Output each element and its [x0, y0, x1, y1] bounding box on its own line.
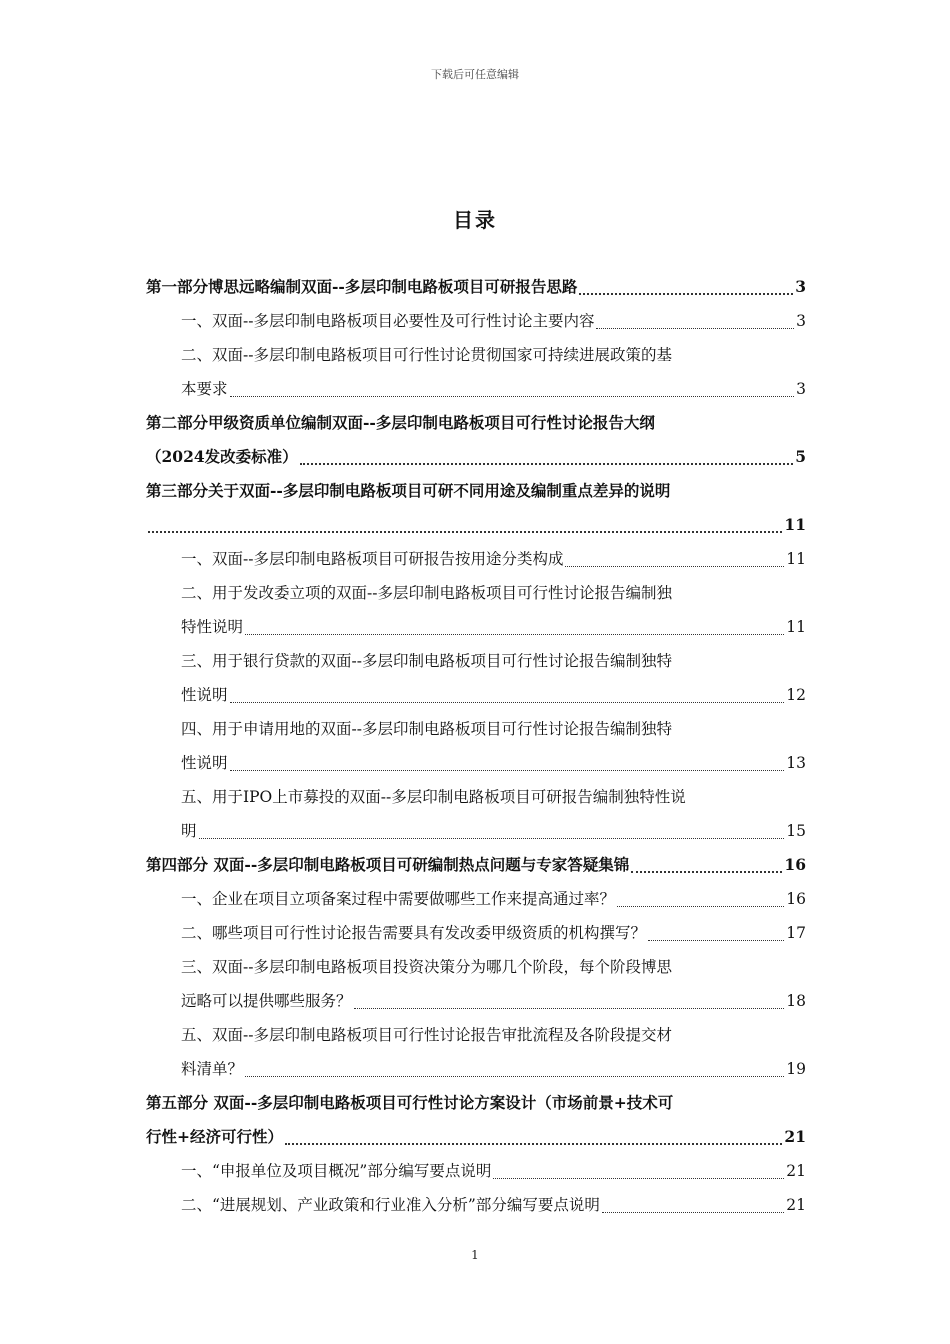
toc-entry-leader-line — [146, 508, 806, 542]
toc-entry[interactable] — [146, 542, 806, 576]
toc-entry-title: 远略可以提供哪些服务？ — [181, 992, 352, 1010]
dot-leader — [245, 634, 784, 635]
toc-entry[interactable] — [146, 712, 806, 780]
toc-entry[interactable] — [146, 406, 806, 474]
toc-entry-leader-line — [181, 678, 806, 712]
toc-entry-title: 特性说明 — [181, 618, 244, 636]
table-of-contents — [146, 270, 806, 1222]
toc-entry-page: 11 — [786, 618, 806, 636]
toc-entry-title: 二、哪些项目可行性讨论报告需要具有发改委甲级资质的机构撰写？ — [181, 924, 647, 942]
toc-entry-title: 行性+经济可行性） — [146, 1127, 283, 1146]
toc-entry-leader-line — [181, 1052, 806, 1086]
toc-entry-page: 19 — [786, 1060, 806, 1078]
toc-entry[interactable] — [146, 780, 806, 848]
toc-entry-page: 3 — [796, 312, 806, 330]
toc-entry-leader-line — [181, 814, 806, 848]
toc-entry-title: 一、企业在项目立项备案过程中需要做哪些工作来提高通过率？ — [181, 890, 616, 908]
toc-entry-title: 一、双面--多层印制电路板项目可研报告按用途分类构成 — [181, 550, 564, 568]
toc-entry-leader-line — [181, 882, 806, 916]
dot-leader — [245, 1076, 784, 1077]
toc-entry[interactable] — [146, 916, 806, 950]
toc-entry-text-line: 四、用于申请用地的双面--多层印制电路板项目可行性讨论报告编制独特 — [181, 720, 672, 738]
toc-entry[interactable] — [146, 338, 806, 406]
toc-entry-page: 5 — [795, 447, 806, 466]
toc-entry[interactable] — [146, 474, 806, 542]
toc-entry-page: 21 — [786, 1196, 806, 1214]
toc-entry-page: 12 — [786, 686, 806, 704]
toc-entry-title: 第一部分博思远略编制双面--多层印制电路板项目可研报告思路 — [146, 277, 578, 296]
dot-leader — [631, 871, 782, 873]
toc-entry-page: 11 — [784, 515, 806, 534]
toc-entry-text-line: 三、用于银行贷款的双面--多层印制电路板项目可行性讨论报告编制独特 — [181, 652, 672, 670]
toc-entry-title: 一、“申报单位及项目概况”部分编写要点说明 — [181, 1162, 492, 1180]
header-note: 下载后可任意编辑 — [431, 68, 519, 81]
toc-entry[interactable] — [146, 304, 806, 338]
toc-entry-leader-line — [181, 916, 806, 950]
toc-title: 目录 — [453, 208, 497, 232]
toc-entry-page: 3 — [795, 277, 806, 296]
toc-entry-leader-line — [146, 1120, 806, 1154]
dot-leader — [230, 396, 795, 397]
toc-entry-leader-line — [181, 1188, 806, 1222]
toc-entry-title: 明 — [181, 822, 197, 840]
toc-entry-page: 3 — [796, 380, 806, 398]
toc-entry-page: 21 — [786, 1162, 806, 1180]
toc-entry-leader-line — [181, 1154, 806, 1188]
dot-leader — [199, 838, 785, 839]
toc-entry-leader-line — [181, 746, 806, 780]
toc-entry-page: 18 — [786, 992, 806, 1010]
toc-entry-text-line: 三、双面--多层印制电路板项目投资决策分为哪几个阶段，每个阶段博思 — [181, 958, 672, 976]
toc-entry-leader-line — [181, 542, 806, 576]
dot-leader — [579, 293, 793, 295]
toc-entry-text-line: 五、用于IPO上市募投的双面--多层印制电路板项目可研报告编制独特性说 — [181, 788, 686, 806]
toc-entry[interactable] — [146, 576, 806, 644]
dot-leader — [230, 770, 785, 771]
toc-entry-title: 性说明 — [181, 686, 228, 704]
toc-entry-title: （2024发改委标准） — [146, 447, 298, 466]
toc-entry[interactable] — [146, 950, 806, 1018]
toc-entry-leader-line — [146, 440, 806, 474]
toc-entry-page: 11 — [786, 550, 806, 568]
dot-leader — [617, 906, 784, 907]
dot-leader — [493, 1178, 784, 1179]
toc-entry-text-line: 二、双面--多层印制电路板项目可行性讨论贯彻国家可持续进展政策的基 — [181, 346, 672, 364]
toc-entry-page: 15 — [786, 822, 806, 840]
toc-entry-page: 16 — [784, 855, 806, 874]
dot-leader — [230, 702, 785, 703]
toc-entry[interactable] — [146, 1188, 806, 1222]
toc-entry-title: 料清单？ — [181, 1060, 244, 1078]
dot-leader — [354, 1008, 785, 1009]
toc-entry-page: 16 — [786, 890, 806, 908]
page-number: 1 — [471, 1248, 479, 1262]
toc-entry[interactable] — [146, 1018, 806, 1086]
toc-entry-title: 一、双面--多层印制电路板项目必要性及可行性讨论主要内容 — [181, 312, 595, 330]
toc-entry-title: 二、“进展规划、产业政策和行业准入分析”部分编写要点说明 — [181, 1196, 600, 1214]
toc-entry-title: 性说明 — [181, 754, 228, 772]
toc-entry-text-line: 第三部分关于双面--多层印制电路板项目可研不同用途及编制重点差异的说明 — [146, 481, 671, 500]
dot-leader — [300, 463, 794, 465]
toc-entry-leader-line — [181, 304, 806, 338]
toc-entry-text-line: 二、用于发改委立项的双面--多层印制电路板项目可行性讨论报告编制独 — [181, 584, 672, 602]
toc-entry-page: 21 — [784, 1127, 806, 1146]
toc-entry[interactable] — [146, 848, 806, 882]
dot-leader — [602, 1212, 784, 1213]
dot-leader — [648, 940, 784, 941]
toc-entry-leader-line — [181, 984, 806, 1018]
toc-entry-page: 17 — [786, 924, 806, 942]
toc-entry[interactable] — [146, 644, 806, 712]
toc-entry-text-line: 第二部分甲级资质单位编制双面--多层印制电路板项目可行性讨论报告大纲 — [146, 413, 655, 432]
toc-entry-text-line: 五、双面--多层印制电路板项目可行性讨论报告审批流程及各阶段提交材 — [181, 1026, 672, 1044]
dot-leader — [285, 1143, 782, 1145]
toc-entry-leader-line — [181, 610, 806, 644]
toc-entry[interactable] — [146, 882, 806, 916]
toc-entry[interactable] — [146, 1154, 806, 1188]
dot-leader — [148, 531, 782, 533]
toc-entry-page: 13 — [786, 754, 806, 772]
toc-entry-text-line: 第五部分 双面--多层印制电路板项目可行性讨论方案设计（市场前景+技术可 — [146, 1093, 674, 1112]
toc-entry-title: 第四部分 双面--多层印制电路板项目可研编制热点问题与专家答疑集锦 — [146, 855, 630, 874]
dot-leader — [565, 566, 784, 567]
toc-entry-leader-line — [146, 848, 806, 882]
toc-entry[interactable] — [146, 270, 806, 304]
toc-entry-title: 本要求 — [181, 380, 228, 398]
toc-entry-leader-line — [181, 372, 806, 406]
dot-leader — [596, 328, 794, 329]
toc-entry[interactable] — [146, 1086, 806, 1154]
toc-entry-leader-line — [146, 270, 806, 304]
